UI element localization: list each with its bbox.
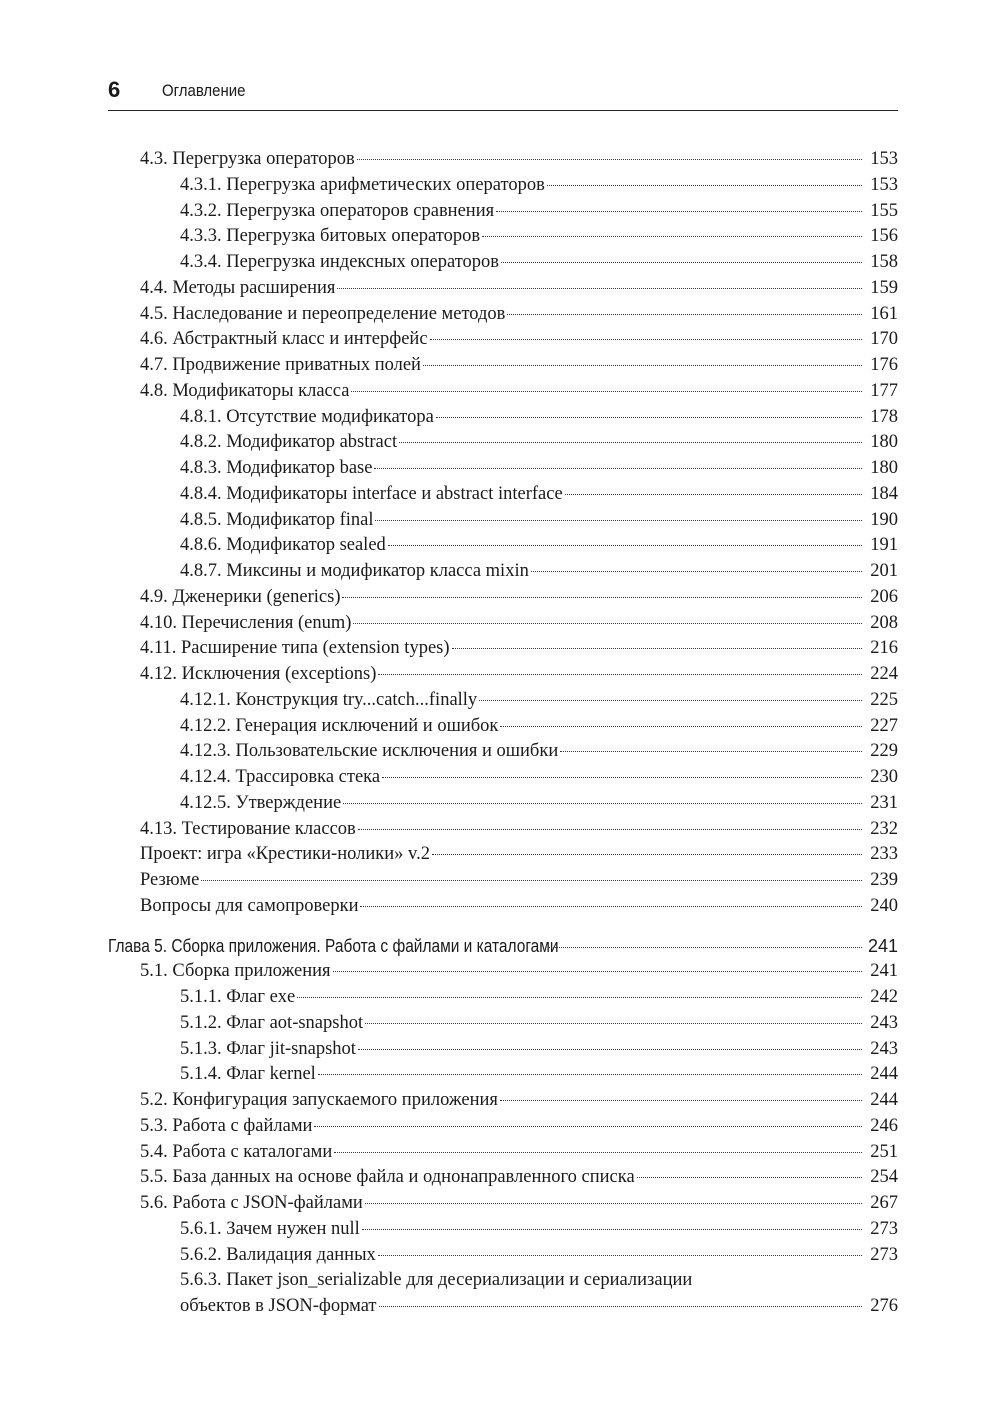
dot-leader xyxy=(501,261,862,263)
toc-chapter-row[interactable] xyxy=(108,934,898,960)
toc-entry[interactable] xyxy=(108,585,898,611)
toc-entry-page: 153 xyxy=(870,149,898,169)
toc-entry-page: 242 xyxy=(870,987,898,1007)
dot-leader xyxy=(430,338,862,340)
dot-leader xyxy=(531,570,862,572)
toc-entry-page: 158 xyxy=(870,252,898,272)
toc-entry-title: 4.3.1. Перегрузка арифметических операторов xyxy=(180,174,545,195)
toc-entry-title: 4.8. Модификаторы класса xyxy=(140,380,350,401)
dot-leader xyxy=(314,1125,862,1127)
toc-entry-title-line1: 5.6.3. Пакет json_serializable для десериализации и сериализации xyxy=(180,1270,693,1291)
toc-entry-page: 239 xyxy=(870,870,898,890)
toc-entry-title: 5.6.1. Зачем нужен null xyxy=(180,1218,360,1239)
toc-entry[interactable] xyxy=(108,224,898,250)
toc-entry[interactable] xyxy=(108,533,898,559)
toc-entry-page: 243 xyxy=(870,1038,898,1059)
dot-leader xyxy=(432,853,862,855)
toc-section-chapter-4 xyxy=(108,147,898,920)
toc-entry-page: 276 xyxy=(870,1296,898,1316)
page-number: 6 xyxy=(108,77,121,102)
dot-leader xyxy=(201,879,862,881)
dot-leader xyxy=(374,467,862,469)
toc-entry-page: 225 xyxy=(870,689,898,710)
toc-entry[interactable] xyxy=(108,379,898,405)
toc-entry-page: 241 xyxy=(870,961,898,982)
dot-leader xyxy=(500,725,862,727)
toc-entry-title: 5.6.2. Валидация данных xyxy=(180,1244,376,1265)
dot-leader xyxy=(357,158,862,160)
dot-leader xyxy=(637,1176,862,1178)
dot-leader xyxy=(378,1254,862,1256)
toc-entry-page: 246 xyxy=(870,1115,898,1136)
toc-entry-title: 5.1.4. Флаг kernel xyxy=(180,1064,316,1085)
toc-entry[interactable] xyxy=(108,959,898,985)
toc-entry-title: 5.1.2. Флаг aot-snapshot xyxy=(180,1012,364,1033)
dot-leader xyxy=(375,519,862,521)
toc-entry[interactable] xyxy=(108,147,898,173)
toc-entry-title-line2: объектов в JSON-формат xyxy=(180,1296,377,1316)
toc-entry-title: 4.5. Наследование и переопределение методов xyxy=(140,303,506,324)
toc-entry-page: 191 xyxy=(870,535,898,556)
toc-entry[interactable] xyxy=(108,302,898,328)
dot-leader xyxy=(362,1228,862,1230)
running-title: Оглавление xyxy=(162,81,246,100)
toc-entry-page: 190 xyxy=(870,509,898,530)
toc-entry[interactable] xyxy=(108,1011,898,1037)
toc-entry-title: 4.8.2. Модификатор abstract xyxy=(180,432,398,453)
toc-entry-page: 155 xyxy=(870,200,898,221)
toc-entry-page: 243 xyxy=(870,1012,898,1033)
toc-entry[interactable] xyxy=(108,1243,898,1269)
toc-entry-title: 4.12.4. Трассировка стека xyxy=(180,767,381,787)
toc-entry[interactable] xyxy=(108,1062,898,1088)
toc-entry[interactable] xyxy=(108,1165,898,1191)
toc-entry-title: 4.8.1. Отсутствие модификатора xyxy=(180,406,434,427)
toc-entry-title: 4.12.1. Конструкция try...catch...finally xyxy=(180,689,478,710)
toc-entry[interactable] xyxy=(108,611,898,637)
dot-leader xyxy=(560,750,862,752)
toc-entry-multiline-cont[interactable] xyxy=(108,1294,898,1320)
dot-leader xyxy=(507,313,862,315)
toc-entry-title: 4.8.7. Миксины и модификатор класса mixin xyxy=(180,561,529,581)
dot-leader xyxy=(342,596,862,598)
toc-entry-page: 233 xyxy=(870,844,898,865)
dot-leader xyxy=(333,970,862,972)
dot-leader xyxy=(378,673,862,675)
toc-entry-title: Проект: игра «Крестики-нолики» v.2 xyxy=(140,844,430,865)
toc-entry-title: 4.8.3. Модификатор base xyxy=(180,458,373,478)
toc-entry-title: Вопросы для самопроверки xyxy=(140,895,359,916)
toc-entry-page: 232 xyxy=(870,818,898,839)
toc-entry-page: 227 xyxy=(870,715,898,736)
toc-entry-title: 4.6. Абстрактный класс и интерфейс xyxy=(140,329,428,350)
toc-entry-title: 5.5. База данных на основе файла и однонаправленного списка xyxy=(140,1167,635,1188)
toc-entry-page: 159 xyxy=(870,277,898,298)
toc-entry[interactable] xyxy=(108,405,898,431)
dot-leader xyxy=(382,776,862,778)
toc-entry[interactable] xyxy=(108,199,898,225)
toc-entry-page: 244 xyxy=(870,1090,898,1110)
toc-entry-title: 5.4. Работа с каталогами xyxy=(140,1141,333,1162)
toc-entry-title: 4.8.5. Модификатор final xyxy=(180,509,374,530)
dot-leader xyxy=(423,364,862,366)
toc-entry[interactable] xyxy=(108,327,898,353)
toc-entry-page: 161 xyxy=(870,303,898,324)
toc-entry-page: 273 xyxy=(870,1218,898,1239)
toc-entry[interactable] xyxy=(108,353,898,379)
toc-entry-page: 208 xyxy=(870,612,898,633)
toc-entry-page: 206 xyxy=(870,586,898,607)
toc-entry[interactable] xyxy=(108,1217,898,1243)
dot-leader xyxy=(399,441,862,443)
toc-entry-title: 4.8.6. Модификатор sealed xyxy=(180,535,386,556)
toc-entry[interactable] xyxy=(108,688,898,714)
dot-leader xyxy=(388,544,862,546)
toc-entry[interactable] xyxy=(108,868,898,894)
header-rule xyxy=(108,110,898,111)
dot-leader xyxy=(343,802,862,804)
dot-leader xyxy=(358,828,862,830)
toc-entry[interactable] xyxy=(108,430,898,456)
dot-leader xyxy=(358,1048,862,1050)
toc-entry-page: 231 xyxy=(870,792,898,813)
toc-entry[interactable] xyxy=(108,739,898,765)
toc-entry[interactable] xyxy=(108,173,898,199)
dot-leader xyxy=(334,1151,862,1153)
toc-entry-title: 4.3.3. Перегрузка битовых операторов xyxy=(180,226,481,247)
dot-leader xyxy=(337,287,862,289)
toc-entry-page: 230 xyxy=(870,767,898,787)
toc-entry-page: 244 xyxy=(870,1064,898,1085)
toc-entry[interactable] xyxy=(108,791,898,817)
toc-entry-title: 4.4. Методы расширения xyxy=(140,277,336,298)
dot-leader xyxy=(549,946,862,948)
toc-entry-title: 4.7. Продвижение приватных полей xyxy=(140,355,421,375)
toc-entry-title: 4.3.4. Перегрузка индексных операторов xyxy=(180,252,500,272)
toc-entry-page: 251 xyxy=(870,1141,898,1162)
toc-entry[interactable] xyxy=(108,1114,898,1140)
dot-leader xyxy=(452,647,862,649)
toc-entry-title: 5.1. Сборка приложения xyxy=(140,961,331,982)
toc-entry[interactable] xyxy=(108,250,898,276)
toc-entry-title: 4.3. Перегрузка операторов xyxy=(140,149,355,169)
dot-leader xyxy=(351,390,862,392)
toc-entry[interactable] xyxy=(108,1088,898,1114)
toc-entry-page: 177 xyxy=(870,380,898,401)
toc-entry[interactable] xyxy=(108,276,898,302)
section-gap xyxy=(108,920,898,934)
dot-leader xyxy=(500,1099,862,1101)
toc-entry[interactable] xyxy=(108,482,898,508)
dot-leader xyxy=(436,416,862,418)
toc-entry[interactable] xyxy=(108,1191,898,1217)
toc-chapter-page: 241 xyxy=(867,935,898,956)
toc-entry-page: 180 xyxy=(870,458,898,478)
toc-entry-title: 4.12.5. Утверждение xyxy=(180,792,342,813)
dot-leader xyxy=(297,996,862,998)
dot-leader xyxy=(360,905,862,907)
dot-leader xyxy=(482,235,862,237)
toc-entry-page: 240 xyxy=(870,895,898,916)
toc-chapter-title: Глава 5. Сборка приложения. Работа с файлами и каталогами xyxy=(108,935,559,956)
toc-entry-page: 176 xyxy=(870,355,898,375)
toc-entry-page: 254 xyxy=(870,1167,898,1188)
toc-entry-title: Резюме xyxy=(140,870,200,890)
toc-entry[interactable] xyxy=(108,765,898,791)
toc-entry-title: 4.13. Тестирование классов xyxy=(140,818,356,839)
toc-entry-title: 5.1.1. Флаг exe xyxy=(180,987,296,1007)
toc-entry[interactable] xyxy=(108,714,898,740)
toc-entry-page: 216 xyxy=(870,638,898,659)
toc-entry-page: 229 xyxy=(870,741,898,762)
toc-entry-title: 4.12. Исключения (exceptions) xyxy=(140,664,377,684)
toc-entry-title: 4.10. Перечисления (enum) xyxy=(140,612,352,633)
toc-entry-page: 273 xyxy=(870,1244,898,1265)
dot-leader xyxy=(496,210,862,212)
toc-section-chapter-5 xyxy=(108,959,898,1268)
toc-entry-page: 170 xyxy=(870,329,898,350)
dot-leader xyxy=(353,622,862,624)
toc-entry-title: 4.11. Расширение типа (extension types) xyxy=(140,638,450,659)
toc-entry-title: 5.6. Работа с JSON-файлами xyxy=(140,1193,363,1213)
dot-leader xyxy=(365,1202,862,1204)
toc-entry[interactable] xyxy=(108,817,898,843)
toc-entry-title: 4.8.4. Модификаторы interface и abstract interface xyxy=(180,483,563,504)
toc-entry-page: 224 xyxy=(870,664,898,684)
toc-entry-title: 4.9. Дженерики (generics) xyxy=(140,586,341,607)
toc-entry-page: 178 xyxy=(870,406,898,427)
toc-entry[interactable] xyxy=(108,559,898,585)
toc-entry-title: 5.3. Работа с файлами xyxy=(140,1115,313,1136)
dot-leader xyxy=(379,1305,862,1307)
toc-entry-page: 184 xyxy=(870,483,898,504)
toc-entry-title: 5.2. Конфигурация запускаемого приложения xyxy=(140,1090,498,1110)
toc-entry[interactable] xyxy=(108,508,898,534)
toc-entry[interactable] xyxy=(108,636,898,662)
toc-entry[interactable] xyxy=(108,662,898,688)
toc-entry[interactable] xyxy=(108,985,898,1011)
toc-entry-page: 201 xyxy=(870,561,898,581)
toc-entry-title: 4.3.2. Перегрузка операторов сравнения xyxy=(180,200,495,221)
toc-entry[interactable] xyxy=(108,842,898,868)
toc-entry-page: 156 xyxy=(870,226,898,247)
toc-entry[interactable] xyxy=(108,1037,898,1063)
dot-leader xyxy=(479,699,862,701)
toc-entry-page: 180 xyxy=(870,432,898,453)
toc-entry-title: 5.1.3. Флаг jit-snapshot xyxy=(180,1038,356,1059)
toc-entry-multiline[interactable] xyxy=(108,1268,898,1294)
toc-entry-title: 4.12.2. Генерация исключений и ошибок xyxy=(180,715,499,736)
toc-entry-page: 153 xyxy=(870,174,898,195)
dot-leader xyxy=(318,1073,862,1075)
toc-entry[interactable] xyxy=(108,894,898,920)
table-of-contents xyxy=(108,147,898,1320)
running-header xyxy=(108,76,898,106)
dot-leader xyxy=(565,493,862,495)
dot-leader xyxy=(365,1022,862,1024)
toc-entry[interactable] xyxy=(108,1140,898,1166)
dot-leader xyxy=(547,184,862,186)
toc-entry-title: 4.12.3. Пользовательские исключения и ошибки xyxy=(180,741,559,762)
toc-entry[interactable] xyxy=(108,456,898,482)
toc-entry-page: 267 xyxy=(870,1193,898,1213)
